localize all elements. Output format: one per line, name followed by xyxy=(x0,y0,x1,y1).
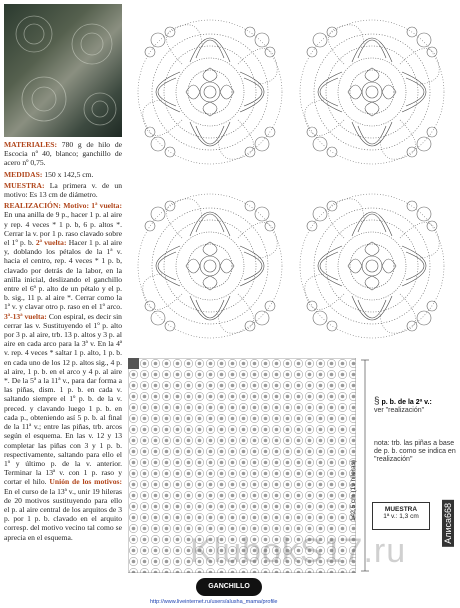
motif-step: Motivo: 1ª vuelta: xyxy=(63,201,122,211)
join-step: Unión de los motivos: xyxy=(49,477,122,487)
note-legend-text: nota: trb. las piñas a base de p. b. como se indica en "realización" xyxy=(374,440,456,463)
motif-text: En una anilla de 9 p., hacer 1 p. al aire y rep. 4 veces * 1 p. b, 6 p. altos *. Cerrar la v. por 1 p. raso clavado sobre el 1º p. b. xyxy=(4,210,122,248)
sample-label: MUESTRA: xyxy=(4,180,45,190)
dimension-rows: (19 hileras) xyxy=(350,460,357,493)
stitch-legend xyxy=(374,398,454,415)
sample-box-text: 1ª v.: 1,3 cm xyxy=(383,513,419,520)
materials-text: 780 g de hilo de Escocia nº 40, blanco; ganchillo de acero nº 0,75. xyxy=(4,140,122,168)
side-watermark: Алиса668 xyxy=(442,500,454,547)
sample-box xyxy=(372,502,430,530)
materials-label: MATERIALES: xyxy=(4,140,58,149)
measures-text: 150 x 142,5 cm. xyxy=(44,169,94,179)
dimension-label xyxy=(350,460,357,521)
stitch-symbol-icon: § xyxy=(374,396,380,407)
round3-step: 3ª-13ª vuelta: xyxy=(4,311,47,321)
watermark: KlubokS17.ru xyxy=(190,532,407,570)
sample-text: La primera v. de un motivo: Es 13 cm de diámetro. xyxy=(4,180,122,200)
sample-box-title: MUESTRA xyxy=(384,506,418,513)
round2-step: 2ª vuelta: xyxy=(35,238,67,248)
motif-bottom-right xyxy=(300,194,444,338)
motif-top-left xyxy=(138,20,282,164)
source-link[interactable]: http://www.liveinternet.ru/users/alusha_mama/profile xyxy=(150,599,278,605)
dimension-value: 142,5 cm xyxy=(350,494,357,522)
realization-label: REALIZACIÓN: xyxy=(4,201,61,211)
join-text: En el curso de la 13ª v., unir 19 hileras de 20 motivos sustituyendo para ello el p. al aire central de los arquitos de 3 p. por 1 p. b. clavado en el arquito corresp. del motivo vecino tal como se aprecia en el esquema. xyxy=(4,486,122,542)
note-legend xyxy=(374,440,456,464)
round3-text: Con espiral, es decir sin cerrar las v. Sustituyendo el 1º p. alto por 3 p. al aire, trb. 13 p. altos y 3 p. al aire en cada arco para la 3ª v. En la 4ª v. rep. 4 veces * saltar 1 p. alto, 1 p. b. en cada uno de los 12 p. altos sig., 4 p. al aire, 1 p. b. en el arco y 4 p. al aire *. De la 5ª a la 11ª v., para dar forma a las piñas, dism. 1 p. b. en cada v. saltando siempre el 1º p. b. de la v. preced. y clavando luego 1 p. b. en cada p., obteniendo así 5 p. b. al final de la 11ª v.; entre las piñas, trb. arcos según el esquema. En las v. 12 y 13 completar las piñas con 3 y 1 p. b. respectivamente, saltando para ello el 1º y último p. de la v. anterior. Terminar la 13ª v. con 1 p. raso y cortar el hilo. xyxy=(4,311,122,487)
lace-texture xyxy=(4,4,122,137)
measures-label: MEDIDAS: xyxy=(4,169,43,179)
project-photo xyxy=(4,4,122,137)
round2-text: Hacer 1 p. al aire y, doblando los pétalos de la 1ª v. hacia el centro, rep. 4 veces * 1 p. b, clavado por detrás de la labor, en la anilla inicial, deslizando el ganchillo entre el 6º p. alto de un pétalo y el p. b. sig., 11 p. al aire *. Cerrar como la 1ª v. y clavar otro p. raso en el 1º arco. xyxy=(4,238,122,312)
motif-diagram xyxy=(128,6,454,352)
motif-top-right xyxy=(300,20,444,164)
ganchillo-logo: GANCHILLO xyxy=(196,578,262,596)
instructions-text xyxy=(4,140,122,590)
stitch-legend-sub: ver "realización" xyxy=(374,407,425,414)
stitch-legend-title: p. b. de la 2ª v.: xyxy=(381,399,432,406)
motif-bottom-left xyxy=(138,194,282,338)
